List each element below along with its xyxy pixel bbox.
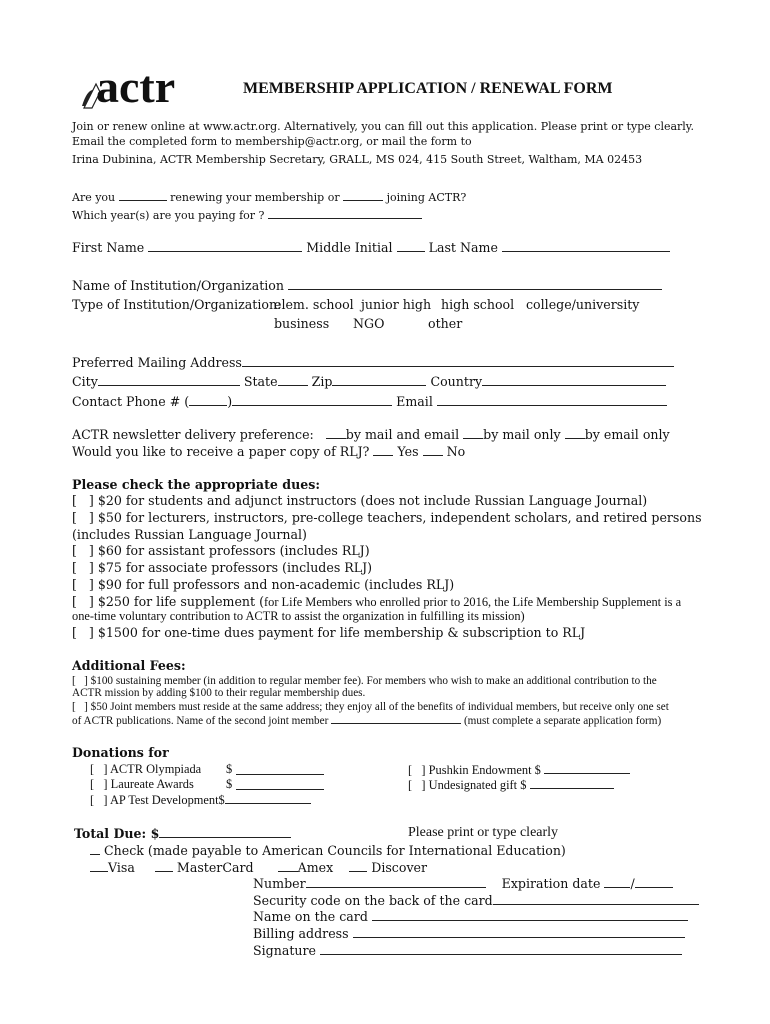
donation-undesignated[interactable] xyxy=(408,777,614,793)
opt-mail-email-blank[interactable] xyxy=(326,427,346,439)
rlj-no: No xyxy=(446,444,466,459)
security-field[interactable] xyxy=(493,893,699,905)
dues-checkbox[interactable]: [ ] xyxy=(72,577,94,592)
donation-label: Pushkin Endowment $ xyxy=(428,763,541,777)
dues-label: $50 for lecturers, instructors, pre-college teachers, independent scholars, and retired persons xyxy=(97,510,702,525)
dues-checkbox[interactable]: [ ] xyxy=(72,594,94,609)
institution-type-label: Type of Institution/Organization: xyxy=(72,297,282,312)
type-college-university[interactable]: college/university xyxy=(526,297,640,312)
type-other[interactable]: other xyxy=(428,316,463,331)
expiration-month-field[interactable] xyxy=(604,876,630,888)
type-high-school[interactable]: high school xyxy=(441,297,515,312)
dues-item-50-cont: (includes Russian Language Journal) xyxy=(72,527,307,542)
intro-line-3: Irina Dubinina, ACTR Membership Secretary, GRALL, MS 024, 415 South Street, Waltham, MA 02453 xyxy=(72,153,643,166)
billing-field[interactable] xyxy=(353,926,685,938)
dues-item-250-cont: one-time voluntary contribution to ACTR to assist the organization in fulfilling its mission) xyxy=(72,609,525,623)
dues-item-250[interactable] xyxy=(72,594,681,610)
dues-label: $90 for full professors and non-academic (includes RLJ) xyxy=(97,577,455,592)
donation-pushkin-field[interactable] xyxy=(544,762,630,774)
type-junior-high[interactable]: junior high xyxy=(361,297,432,312)
dues-checkbox[interactable]: [ ] xyxy=(72,543,94,558)
fee-label: $100 sustaining member (in addition to regular member fee). For members who wish to make an additional contribution to the xyxy=(90,675,657,687)
donation-checkbox[interactable]: [ ] xyxy=(90,793,108,807)
fee-50[interactable] xyxy=(72,701,669,713)
institution-field[interactable] xyxy=(288,278,662,290)
discover-blank[interactable] xyxy=(349,860,367,872)
total-label: Total Due: $ xyxy=(74,826,160,841)
donation-label: ACTR Olympiada xyxy=(109,762,202,776)
opt-email-only-blank[interactable] xyxy=(565,427,585,439)
billing-row xyxy=(253,926,685,941)
card-number-row: Number Expiration date / xyxy=(253,876,673,891)
dues-item-1500[interactable] xyxy=(72,625,585,640)
phone-row xyxy=(72,394,667,409)
check-blank[interactable] xyxy=(90,843,100,855)
dues-heading: Please check the appropriate dues: xyxy=(72,477,321,492)
phone-close: ) xyxy=(227,394,233,409)
mailing-field[interactable] xyxy=(242,355,674,367)
donation-label: Laureate Awards xyxy=(110,777,194,791)
opt-mail-only-blank[interactable] xyxy=(463,427,483,439)
donation-olympiada[interactable] xyxy=(90,762,233,777)
state-field[interactable] xyxy=(278,374,308,386)
years-row xyxy=(72,207,422,223)
name-row xyxy=(72,240,670,255)
discover-label: Discover xyxy=(371,860,428,875)
donation-pushkin[interactable] xyxy=(408,762,630,778)
dues-note: for Life Members who enrolled prior to 2016, the Life Membership Supplement is a xyxy=(264,595,682,609)
state-label: State xyxy=(243,374,278,389)
fee-50-cont: of ACTR publications. Name of the second joint member xyxy=(72,715,329,727)
opt-email-only: by email only xyxy=(584,427,670,442)
joint-member-field[interactable] xyxy=(331,714,461,724)
email-label: Email xyxy=(396,394,433,409)
form-title: MEMBERSHIP APPLICATION / RENEWAL FORM xyxy=(243,80,613,97)
joining-blank[interactable] xyxy=(343,189,383,201)
visa-label: Visa xyxy=(108,860,135,875)
fee-label: $50 Joint members must reside at the same address; they enjoy all of the benefits of individual members, but receive only one set xyxy=(90,701,669,713)
dues-item-60[interactable] xyxy=(72,543,370,558)
rlj-question: Would you like to receive a paper copy of RLJ? xyxy=(72,444,370,459)
donation-ap-test[interactable] xyxy=(90,792,311,808)
donation-label: Undesignated gift $ xyxy=(428,778,527,792)
donation-checkbox[interactable]: [ ] xyxy=(90,777,108,791)
dues-label: $250 for life supplement ( xyxy=(97,594,265,609)
fee-100-cont: ACTR mission by adding $100 to their regular membership dues. xyxy=(72,687,366,699)
type-business[interactable]: business xyxy=(274,316,330,331)
signature-field[interactable] xyxy=(320,943,682,955)
rlj-yes: Yes xyxy=(397,444,419,459)
dues-checkbox[interactable]: [ ] xyxy=(72,510,94,525)
city-field[interactable] xyxy=(98,374,240,386)
dues-label: $1500 for one-time dues payment for life membership & subscription to RLJ xyxy=(97,625,586,640)
middle-initial-label: Middle Initial xyxy=(306,240,393,255)
first-name-label: First Name xyxy=(72,240,145,255)
dues-label: $20 for students and adjunct instructors (does not include Russian Language Journal) xyxy=(97,493,648,508)
donation-label: AP Test Development$ xyxy=(109,793,225,807)
years-field[interactable] xyxy=(268,207,422,219)
type-elem-school[interactable]: elem. school xyxy=(274,297,354,312)
dues-checkbox[interactable]: [ ] xyxy=(72,493,94,508)
rlj-no-blank[interactable] xyxy=(423,444,443,456)
total-row xyxy=(74,826,291,841)
check-label: Check (made payable to American Councils for International Education) xyxy=(104,843,566,858)
fee-checkbox[interactable]: [ ] xyxy=(72,701,88,713)
fee-100[interactable] xyxy=(72,675,657,687)
donation-laureate[interactable] xyxy=(90,777,233,792)
donation-currency: $ xyxy=(226,777,233,791)
mailing-label: Preferred Mailing Address xyxy=(72,355,242,370)
opt-mail-email: by mail and email xyxy=(345,427,460,442)
phone-area-field[interactable] xyxy=(189,394,227,406)
years-label: Which year(s) are you paying for ? xyxy=(72,209,265,222)
donation-undesignated-field[interactable] xyxy=(530,777,614,789)
mastercard-label: MasterCard xyxy=(176,860,254,875)
donation-laureate-field[interactable] xyxy=(236,778,324,790)
signature-label: Signature xyxy=(253,943,316,958)
card-type-row xyxy=(90,860,427,875)
zip-field[interactable] xyxy=(332,374,426,386)
last-name-label: Last Name xyxy=(428,240,498,255)
fee-50-tail: (must complete a separate application form) xyxy=(463,715,662,727)
card-number-label: Number xyxy=(253,876,306,891)
total-field[interactable] xyxy=(159,826,291,838)
fee-50-cont-row xyxy=(72,714,661,727)
security-label: Security code on the back of the card xyxy=(253,893,493,908)
donation-checkbox[interactable]: [ ] xyxy=(90,762,108,776)
name-on-card-label: Name on the card xyxy=(253,909,368,924)
expiration-label: Expiration date xyxy=(501,876,601,891)
phone-label: Contact Phone # ( xyxy=(72,394,190,409)
expiration-year-field[interactable] xyxy=(635,876,673,888)
dues-label: $60 for assistant professors (includes RLJ) xyxy=(97,543,370,558)
additional-heading: Additional Fees: xyxy=(72,658,186,673)
donations-heading: Donations for xyxy=(72,745,169,760)
opt-mail-only: by mail only xyxy=(483,427,561,442)
newsletter-label: ACTR newsletter delivery preference: xyxy=(72,427,314,442)
city-row xyxy=(72,374,666,389)
intro-line-2: Email the completed form to membership@actr.org, or mail the form to xyxy=(72,135,472,148)
billing-label: Billing address xyxy=(253,926,349,941)
rlj-row xyxy=(72,444,465,459)
joining-label: joining ACTR? xyxy=(386,191,467,204)
mailing-row xyxy=(72,355,674,370)
donation-olympiada-field[interactable] xyxy=(236,763,324,775)
are-you-label: Are you xyxy=(72,191,116,204)
security-row xyxy=(253,893,699,908)
dues-item-50[interactable] xyxy=(72,510,702,525)
middle-initial-field[interactable] xyxy=(397,240,425,252)
logo-text: actr xyxy=(96,62,176,112)
check-row xyxy=(90,843,566,858)
country-label: Country xyxy=(430,374,483,389)
donation-checkbox[interactable]: [ ] xyxy=(408,763,426,777)
first-name-field[interactable] xyxy=(148,240,302,252)
amex-label: Amex xyxy=(297,860,334,875)
actr-logo xyxy=(80,62,202,112)
dues-checkbox[interactable]: [ ] xyxy=(72,625,94,640)
donation-currency: $ xyxy=(226,762,233,776)
last-name-field[interactable] xyxy=(502,240,670,252)
donation-ap-field[interactable] xyxy=(225,792,311,804)
renewing-blank[interactable] xyxy=(119,189,167,201)
country-field[interactable] xyxy=(482,374,666,386)
dues-item-75[interactable] xyxy=(72,560,372,575)
signature-row xyxy=(253,943,682,958)
donation-checkbox[interactable]: [ ] xyxy=(408,778,426,792)
dues-checkbox[interactable]: [ ] xyxy=(72,560,94,575)
intro-line-1: Join or renew online at www.actr.org. Alternatively, you can fill out this application. Please print or type clearly. xyxy=(72,120,695,133)
city-label: City xyxy=(72,374,98,389)
dues-label: $75 for associate professors (includes RLJ) xyxy=(97,560,373,575)
dues-item-90[interactable] xyxy=(72,577,454,592)
institution-row xyxy=(72,278,662,293)
mastercard-blank[interactable] xyxy=(155,860,173,872)
type-ngo[interactable]: NGO xyxy=(353,316,385,331)
dues-item-20[interactable] xyxy=(72,493,647,508)
institution-label: Name of Institution/Organization xyxy=(72,278,284,293)
name-on-card-field[interactable] xyxy=(372,909,688,921)
print-note: Please print or type clearly xyxy=(408,825,559,840)
renewing-label: renewing your membership or xyxy=(170,191,340,204)
zip-label: Zip xyxy=(311,374,333,389)
are-you-row xyxy=(72,189,466,205)
card-number-field[interactable] xyxy=(306,876,486,888)
rlj-yes-blank[interactable] xyxy=(373,444,393,456)
phone-field[interactable] xyxy=(232,394,392,406)
visa-blank[interactable] xyxy=(90,860,108,872)
email-field[interactable] xyxy=(437,394,667,406)
newsletter-row xyxy=(72,427,670,442)
fee-checkbox[interactable]: [ ] xyxy=(72,675,88,687)
name-on-card-row xyxy=(253,909,688,924)
amex-blank[interactable] xyxy=(278,860,298,872)
